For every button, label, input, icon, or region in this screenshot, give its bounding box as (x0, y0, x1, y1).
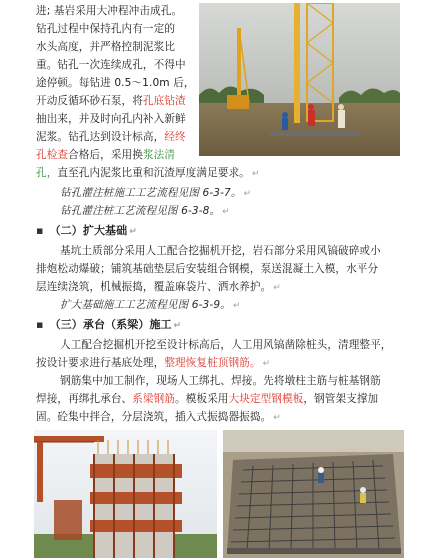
section3-highlight-rebar: 整理恢复桩顶钢筋。 (164, 357, 261, 369)
section2-body-line-2: 层连续浇筑，机械振捣，覆盖麻袋片、洒水养护。 ↵ (36, 281, 281, 293)
pier-formwork-photo (34, 430, 217, 558)
drilling-rig-photo (199, 3, 400, 156)
section3-body-line-3: 焊接，再绑扎承台、系梁钢筋。模板采用大块定型钢模板，钢管架支撑加 (36, 393, 379, 405)
section3-body-line-0: 人工配合挖掘机开挖至设计标高后，人工用风镐凿除桩头，清理整平， (60, 339, 392, 351)
para1-line-5a: 开动反循环砂石泵，将 (36, 95, 143, 107)
para1-line-5 (36, 94, 196, 108)
para1-line-6: 抽出来，并及时向孔内补入新鲜 (36, 113, 186, 125)
caption-expanded-foundation-flow: 扩大基础施工工艺流程见图 6-3-9。 ↵ (60, 299, 241, 311)
para1-line-4: 途停顿。每钻进 0.5～1.0m 后， (36, 77, 195, 89)
section3-body-line-1: 按设计要求进行基底处理，整理恢复桩顶钢筋。 ↵ (36, 357, 271, 369)
section-heading-expanded-foundation: ▪ （二）扩大基础 ↵ (36, 224, 137, 237)
para1-line-8 (36, 148, 196, 162)
para1-line-2: 水头高度，并严格控制泥浆比 (36, 41, 176, 53)
caption-bored-pile-process: 钻孔灌注桩工艺流程见图 6-3-8。 ↵ (60, 205, 230, 217)
para1-highlight-drill-slag: 孔底钻渣 (142, 95, 186, 107)
return-mark: ↵ (251, 169, 260, 179)
para1-highlight-mud-change: 浆法清 (142, 149, 176, 161)
para1-line-9b: 直至孔内泥浆比重和沉渣厚度满足要求。 (57, 167, 250, 179)
para1-highlight-hole-check: 孔检查 (36, 149, 69, 161)
section3-body-line-2: 钢筋集中加工制作，现场人工绑扎、焊接。先将墩柱主筋与桩基钢筋 (60, 375, 381, 387)
section2-body-line-0: 基坑土质部分采用人工配合挖掘机开挖，岩石部分采用风镐破碎或小 (60, 245, 381, 257)
caption-bored-pile-flow: 钻孔灌注桩施工工艺流程见图 6-3-7。 ↵ (60, 187, 252, 199)
section3-highlight-tie-beam: 系梁钢筋 (132, 393, 176, 405)
pile-cap-rebar-photo (223, 430, 404, 558)
para1-line-3: 重。钻孔一次连续成孔，不得中 (36, 59, 186, 71)
para1-line-7a: 泥浆。钻孔达到设计标高， (36, 131, 165, 143)
para1-line-7 (36, 130, 196, 144)
para1-highlight-final: 经终 (164, 131, 186, 143)
section3-body-line-4: 固。砼集中拌合，分层浇筑，插入式振捣器振捣。 ↵ (36, 411, 281, 423)
para1-line-8b: 合格后，采用换 (68, 149, 143, 161)
section2-body-line-1: 排炮松动爆破；铺筑基础垫层后安装组合钢模，泵送混凝土入模，水平分 (36, 263, 379, 275)
para1-line-1: 钻孔过程中保持孔内有一定的 (36, 23, 176, 35)
para1-line-9a: 孔， (36, 167, 58, 179)
section-heading-pile-cap: ▪ （三）承台（系梁）施工 ↵ (36, 318, 182, 331)
section3-highlight-steel-form: 大块定型钢模板 (228, 393, 304, 405)
para1-line-0: 进; 基岩采用大冲程冲击成孔。 (36, 5, 183, 17)
para1-line-9 (36, 166, 396, 181)
